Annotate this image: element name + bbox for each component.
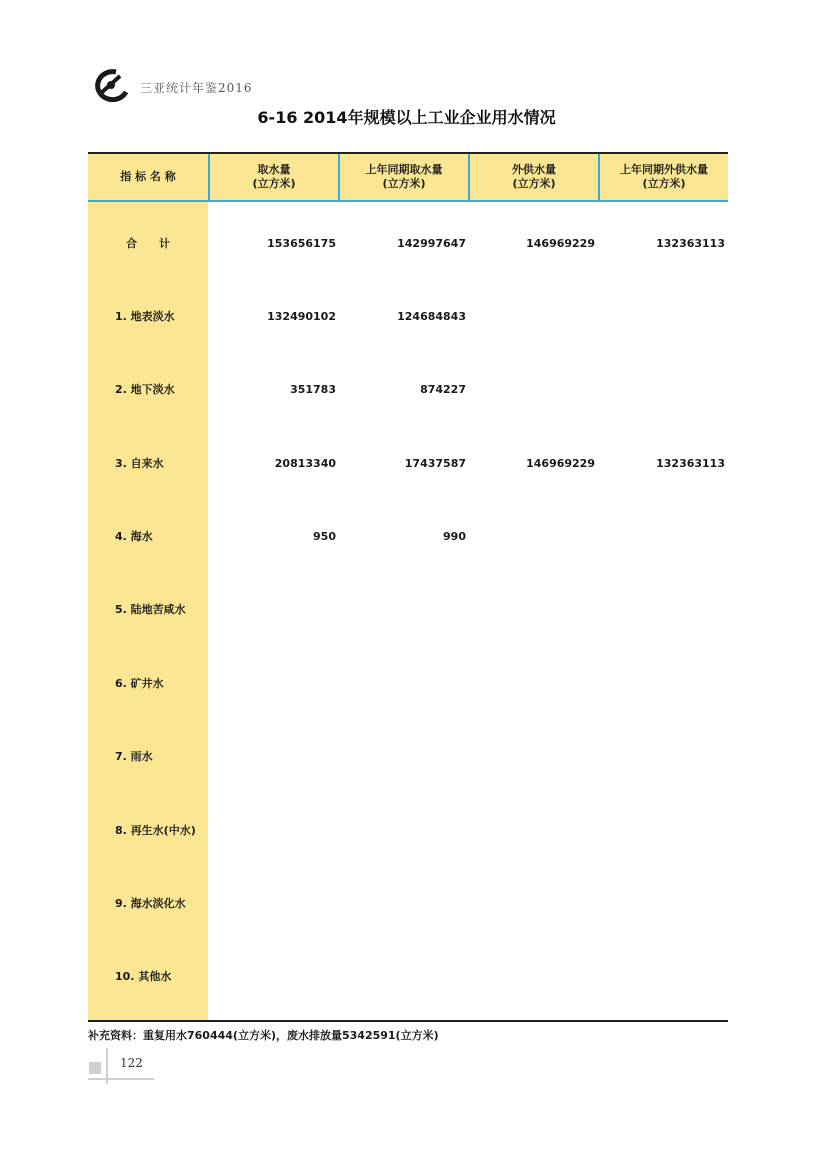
row-label: 3. 自来水 xyxy=(115,457,164,470)
cell-prev-supply xyxy=(597,600,725,620)
supplementary-note: 补充资料：重复用水760444(立方米)，废水排放量5342591(立方米) xyxy=(88,1029,439,1042)
book-title: 三亚统计年鉴2016 xyxy=(140,81,253,95)
cell-prev-supply: 132363113 xyxy=(656,457,725,470)
column-header-unit: (立方米) xyxy=(642,177,686,190)
water-use-table xyxy=(88,152,728,1022)
column-header-text: 上年同期取水量 xyxy=(365,163,443,176)
cell-prev-supply xyxy=(597,380,725,400)
cell-prev-intake: 124684843 xyxy=(397,310,466,323)
cell-prev-supply xyxy=(597,821,725,841)
cell-prev-intake xyxy=(338,674,466,694)
cell-supply: 146969229 xyxy=(526,457,595,470)
row-label: 5. 陆地苦咸水 xyxy=(115,603,186,616)
row-label: 1. 地表淡水 xyxy=(115,310,175,323)
cell-supply xyxy=(468,307,595,327)
row-label: 10. 其他水 xyxy=(115,970,172,983)
page-divider-horizontal xyxy=(88,1078,154,1080)
page-number: 122 xyxy=(120,1056,143,1070)
cell-intake: 351783 xyxy=(290,383,336,396)
cell-prev-intake xyxy=(338,747,466,767)
table-row xyxy=(88,380,728,400)
column-header-intake xyxy=(208,154,338,200)
table-row xyxy=(88,967,728,987)
row-label: 7. 雨水 xyxy=(115,750,153,763)
table-row xyxy=(88,307,728,327)
table-row xyxy=(88,821,728,841)
cell-supply xyxy=(468,527,595,547)
cell-intake: 950 xyxy=(313,530,336,543)
column-header-supply xyxy=(468,154,598,200)
row-label: 合计 xyxy=(126,237,192,250)
cell-prev-supply xyxy=(597,747,725,767)
cell-intake xyxy=(208,967,336,987)
table-row xyxy=(88,527,728,547)
column-header-indicator xyxy=(88,154,208,200)
cell-supply xyxy=(468,380,595,400)
column-header-text: 取水量 xyxy=(257,163,291,176)
row-label: 9. 海水淡化水 xyxy=(115,897,186,910)
column-header-prev-supply xyxy=(598,154,728,200)
cell-intake: 132490102 xyxy=(267,310,336,323)
cell-prev-supply xyxy=(597,307,725,327)
column-header-unit: (立方米) xyxy=(512,177,556,190)
column-header-text: 上年同期外供水量 xyxy=(620,163,708,176)
cell-supply xyxy=(468,747,595,767)
column-header-prev-intake xyxy=(338,154,468,200)
page-corner-marker xyxy=(89,1062,101,1074)
cell-supply xyxy=(468,894,595,914)
cell-intake: 20813340 xyxy=(274,457,336,470)
table-row-total xyxy=(88,234,728,254)
cell-prev-intake: 874227 xyxy=(420,383,466,396)
cell-intake xyxy=(208,821,336,841)
table-row xyxy=(88,674,728,694)
cell-prev-intake xyxy=(338,967,466,987)
cell-prev-intake: 990 xyxy=(443,530,466,543)
cell-prev-supply xyxy=(597,527,725,547)
column-header-unit: (立方米) xyxy=(252,177,296,190)
cell-intake xyxy=(208,674,336,694)
cell-intake xyxy=(208,894,336,914)
table-header xyxy=(88,154,728,202)
cell-prev-supply xyxy=(597,674,725,694)
cell-prev-intake: 142997647 xyxy=(397,237,466,250)
cell-supply xyxy=(468,600,595,620)
cell-supply xyxy=(468,821,595,841)
cell-prev-intake xyxy=(338,821,466,841)
cell-prev-intake xyxy=(338,600,466,620)
cell-supply xyxy=(468,674,595,694)
cell-prev-supply: 132363113 xyxy=(656,237,725,250)
table-row xyxy=(88,747,728,767)
table-row xyxy=(88,894,728,914)
column-header-text: 外供水量 xyxy=(512,163,556,176)
yearbook-logo-icon xyxy=(86,68,132,102)
cell-supply: 146969229 xyxy=(526,237,595,250)
cell-intake xyxy=(208,600,336,620)
row-label: 2. 地下淡水 xyxy=(115,383,175,396)
cell-intake: 153656175 xyxy=(267,237,336,250)
cell-prev-intake: 17437587 xyxy=(404,457,466,470)
cell-intake xyxy=(208,747,336,767)
table-row xyxy=(88,454,728,474)
row-label: 8. 再生水(中水) xyxy=(115,824,196,837)
table-row xyxy=(88,600,728,620)
row-label: 4. 海水 xyxy=(115,530,153,543)
row-label: 6. 矿井水 xyxy=(115,677,164,690)
cell-supply xyxy=(468,967,595,987)
column-header-unit: (立方米) xyxy=(382,177,426,190)
page-title: 6-16 2014年规模以上工业企业用水情况 xyxy=(257,108,556,127)
cell-prev-supply xyxy=(597,894,725,914)
cell-prev-supply xyxy=(597,967,725,987)
cell-prev-intake xyxy=(338,894,466,914)
column-header-text: 指 标 名 称 xyxy=(120,170,176,183)
